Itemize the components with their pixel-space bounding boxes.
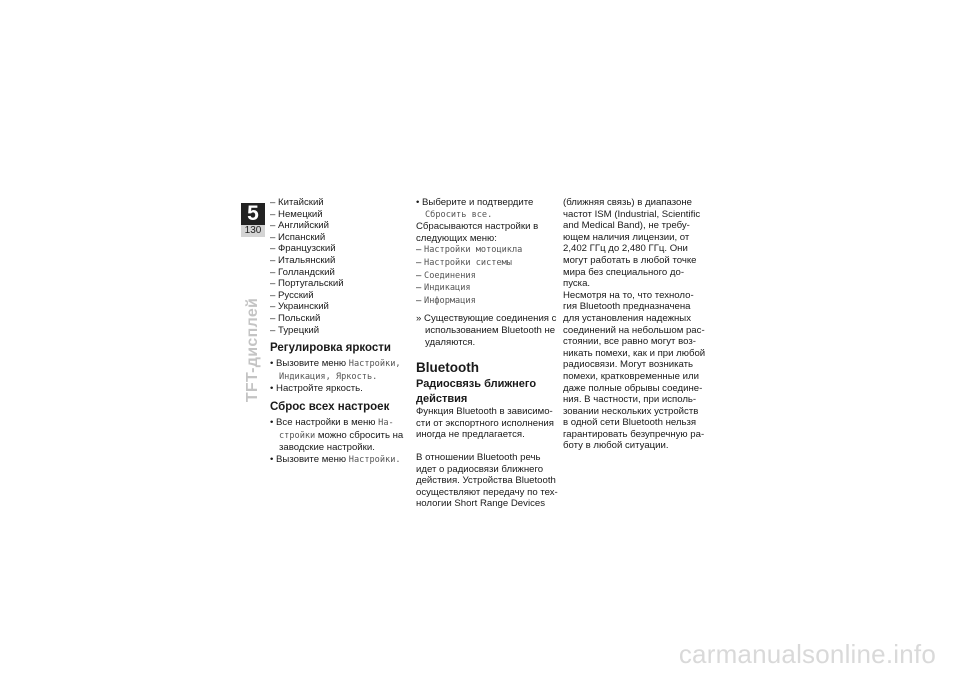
reset-menu-item [416, 282, 556, 295]
step-text: можно сбросить на [317, 429, 404, 441]
paragraph-line: (ближняя связь) в диапазоне [563, 197, 692, 208]
nfc-heading: Радиосвязь ближнего [416, 378, 537, 391]
paragraph-line: радиосвязи. Могут возникать [563, 359, 694, 371]
result-note: » Существующие соединения с [416, 313, 556, 325]
paragraph-line: сти от экспортного исполнения [416, 417, 554, 429]
brightness-step-1-cont [270, 371, 405, 384]
brightness-step-1 [270, 358, 405, 371]
language-item: – Итальянский [270, 255, 405, 267]
paragraph-line: пуска. [563, 278, 591, 290]
paragraph-line: идет о радиосвязи ближнего [416, 463, 544, 475]
nfc-heading: действия [416, 392, 468, 405]
paragraph-line: ющем наличия лицензии, от [563, 231, 690, 243]
language-item: – Турецкий [270, 325, 405, 337]
chapter-marker [241, 203, 265, 237]
paragraph-line: ния. В частности, при исполь- [563, 394, 697, 406]
menu-path: Индикация [424, 283, 471, 294]
reset-menu-item [416, 244, 556, 257]
menu-path: Настройки системы [424, 257, 512, 268]
paragraph-line: помехи, кратковременные или [563, 370, 699, 382]
chapter-number: 5 [247, 202, 259, 225]
language-item: – Украинский [270, 301, 405, 313]
reset-step-1 [270, 417, 405, 430]
paragraph-line: действия. Устройства Bluetooth [416, 475, 556, 487]
paragraph-line: Несмотря на то, что техноло- [563, 289, 694, 301]
menu-path: Информация [424, 295, 476, 306]
menu-path: Сбросить все. [425, 209, 493, 220]
paragraph-line: в одной сети Bluetooth нельзя [563, 417, 697, 429]
menu-path: Настройки. [348, 454, 401, 465]
paragraph-line: В отношении Bluetooth речь [416, 451, 541, 463]
paragraph-line: соединений на небольшом рас- [563, 324, 705, 336]
select-step: • Выберите и подтвердите [416, 197, 556, 209]
paragraph-line: стоянии, все равно могут воз- [563, 336, 696, 348]
paragraph-line: гарантировать безупречную ра- [563, 428, 705, 440]
section-title: TFT-дисплей [244, 297, 261, 403]
step-text: Вызовите меню [276, 453, 347, 465]
language-item: – Русский [270, 290, 405, 302]
paragraph-line: 2,402 ГГц до 2,480 ГГц. Они [563, 243, 688, 255]
paragraph-line: гия Bluetooth предназначена [563, 301, 691, 313]
column-2 [416, 197, 556, 510]
reset-menu-item [416, 270, 556, 283]
paragraph-line: иногда не предлагается. [416, 429, 525, 441]
reset-step-2 [270, 454, 405, 467]
paragraph-line: никать помехи, как и при любой [563, 347, 706, 359]
paragraph-line: боту в любой ситуации. [563, 440, 669, 452]
menu-path: стройки [279, 430, 316, 441]
reset-intro: Сбрасываются настройки в [416, 221, 539, 233]
language-item: – Португальский [270, 278, 405, 290]
result-note-cont: использованием Bluetooth не [425, 324, 556, 336]
language-item: – Голландский [270, 267, 405, 279]
paragraph-line: частот ISM (Industrial, Scientific [563, 208, 701, 220]
watermark: carmanualsonline.info [678, 639, 936, 669]
menu-path: Соединения [424, 270, 476, 281]
brightness-step-2: • Настройте яркость. [270, 383, 405, 395]
paragraph-line: мира без специального до- [563, 266, 685, 278]
bluetooth-heading: Bluetooth [416, 360, 479, 376]
menu-path: Настройки, [348, 359, 401, 370]
brightness-heading: Регулировка яркости [270, 342, 391, 355]
reset-heading: Сброс всех настроек [270, 400, 390, 413]
reset-intro: следующих меню: [416, 232, 497, 244]
menu-path: На- [378, 417, 394, 428]
reset-menu-item [416, 257, 556, 270]
reset-step-1-cont [270, 430, 405, 443]
language-item: – Китайский [270, 197, 405, 209]
page-number: 130 [241, 225, 265, 237]
step-text: Все настройки в меню [276, 416, 376, 428]
paragraph-line: для установления надежных [563, 312, 691, 324]
paragraph-line: осуществляют передачу по тех- [416, 486, 558, 498]
paragraph-line: даже полные обрывы соедине- [563, 382, 703, 394]
language-item: – Немецкий [270, 209, 405, 221]
language-item: – Испанский [270, 232, 405, 244]
step-text: Вызовите меню [276, 358, 347, 370]
paragraph-line: and Medical Band), не требу- [563, 220, 690, 232]
column-3 [563, 197, 705, 452]
result-note-cont: удаляются. [425, 336, 476, 348]
menu-path: Индикация, Яркость. [279, 371, 378, 382]
reset-menu-item [416, 295, 556, 308]
language-item: – Польский [270, 313, 405, 325]
paragraph-line: нологии Short Range Devices [416, 498, 546, 510]
paragraph-line: могут работать в любой точке [563, 254, 697, 266]
menu-path: Настройки мотоцикла [424, 245, 523, 256]
reset-step-1-cont: заводские настройки. [279, 442, 375, 454]
paragraph-line: зовании нескольких устройств [563, 405, 699, 417]
language-item: – Английский [270, 220, 405, 232]
paragraph-line: Функция Bluetooth в зависимо- [416, 406, 553, 418]
language-item: – Французский [270, 243, 405, 255]
select-step-cont [416, 209, 556, 222]
column-1 [270, 197, 405, 466]
